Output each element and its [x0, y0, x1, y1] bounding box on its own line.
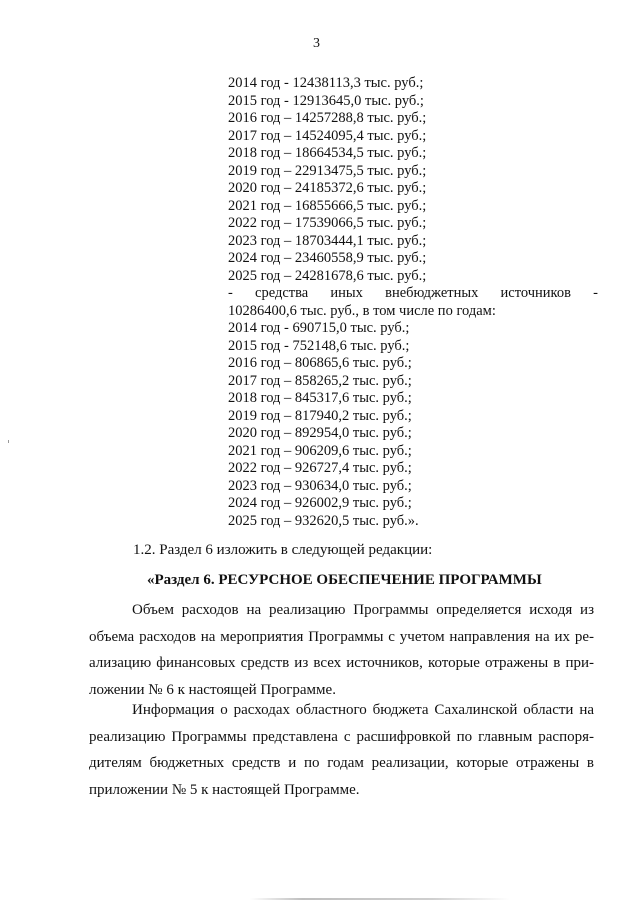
paragraph-line: ализацию финансовых средств из всех источников, которые отражены в при-: [89, 655, 594, 671]
paragraph-line: Объем расходов на реализацию Программы определяется исходя из: [132, 602, 594, 618]
extrabudget-line: 2016 год – 806865,6 тыс. руб.;: [228, 355, 412, 371]
section-intro: 1.2. Раздел 6 изложить в следующей редакции:: [133, 542, 433, 558]
budget-line: 2016 год – 14257288,8 тыс. руб.;: [228, 110, 427, 126]
budget-line: 2023 год – 18703444,1 тыс. руб.;: [228, 232, 427, 249]
budget-line: 2025 год – 24281678,6 тыс. руб.;: [228, 267, 427, 284]
funding-list: [228, 75, 598, 530]
budget-line: 2024 год – 23460558,9 тыс. руб.;: [228, 250, 427, 266]
budget-line: 2017 год – 14524095,4 тыс. руб.;: [228, 127, 427, 144]
extrabudget-header: [228, 285, 598, 303]
paragraph-regional-budget-info: [89, 697, 594, 803]
extrabudget-line: 2024 год – 926002,9 тыс. руб.;: [228, 495, 412, 511]
extrabudget-line: 2018 год – 845317,6 тыс. руб.;: [228, 390, 412, 406]
budget-line: 2022 год – 17539066,5 тыс. руб.;: [228, 215, 427, 231]
extrabudget-word: средства: [255, 285, 309, 301]
extrabudget-line: 2021 год – 906209,6 тыс. руб.;: [228, 442, 412, 459]
budget-line: 2018 год – 18664534,5 тыс. руб.;: [228, 145, 427, 161]
paragraph-line: дителям бюджетных средств и по годам реализации, которые отражены в: [89, 755, 594, 771]
paragraph-line: Информация о расходах областного бюджета Сахалинской области на: [132, 702, 594, 718]
extrabudget-line: 2019 год – 817940,2 тыс. руб.;: [228, 407, 412, 424]
page-number: 3: [313, 36, 320, 51]
extrabudget-line: 2023 год – 930634,0 тыс. руб.;: [228, 477, 412, 494]
budget-line: 2021 год – 16855666,5 тыс. руб.;: [228, 197, 427, 214]
paragraph-line: реализацию Программы представлена с расшифровкой по главным распоря-: [89, 728, 594, 745]
paragraph-line: ложении № 6 к настоящей Программе.: [89, 681, 336, 698]
budget-line: 2019 год – 22913475,5 тыс. руб.;: [228, 162, 427, 179]
extrabudget-word: иных: [330, 285, 363, 301]
extrabudget-line: 2015 год - 752148,6 тыс. руб.;: [228, 337, 410, 354]
budget-line: 2020 год – 24185372,6 тыс. руб.;: [228, 180, 427, 196]
section-heading: «Раздел 6. РЕСУРСНОЕ ОБЕСПЕЧЕНИЕ ПРОГРАММЫ: [147, 572, 542, 588]
paragraph-line: объема расходов на мероприятия Программы с учетом направления на их ре-: [89, 628, 594, 645]
extrabudget-word: источников: [500, 285, 571, 301]
extrabudget-line: 2014 год - 690715,0 тыс. руб.;: [228, 320, 410, 336]
extrabudget-word: -: [593, 285, 598, 301]
scan-speck: [8, 440, 9, 443]
extrabudget-line: 2022 год – 926727,4 тыс. руб.;: [228, 460, 412, 476]
extrabudget-word: -: [228, 285, 233, 301]
extrabudget-total: 10286400,6 тыс. руб., в том числе по годам:: [228, 302, 496, 319]
extrabudget-line: 2017 год – 858265,2 тыс. руб.;: [228, 372, 412, 389]
extrabudget-line: 2020 год – 892954,0 тыс. руб.;: [228, 425, 412, 441]
budget-line: 2014 год - 12438113,3 тыс. руб.;: [228, 75, 424, 91]
scan-smudge: [250, 898, 510, 900]
extrabudget-line: 2025 год – 932620,5 тыс. руб.».: [228, 512, 419, 529]
budget-line: 2015 год - 12913645,0 тыс. руб.;: [228, 92, 424, 109]
paragraph-line: приложении № 5 к настоящей Программе.: [89, 781, 360, 798]
extrabudget-word: внебюджетных: [385, 285, 479, 301]
paragraph-expenses-volume: [89, 597, 594, 703]
